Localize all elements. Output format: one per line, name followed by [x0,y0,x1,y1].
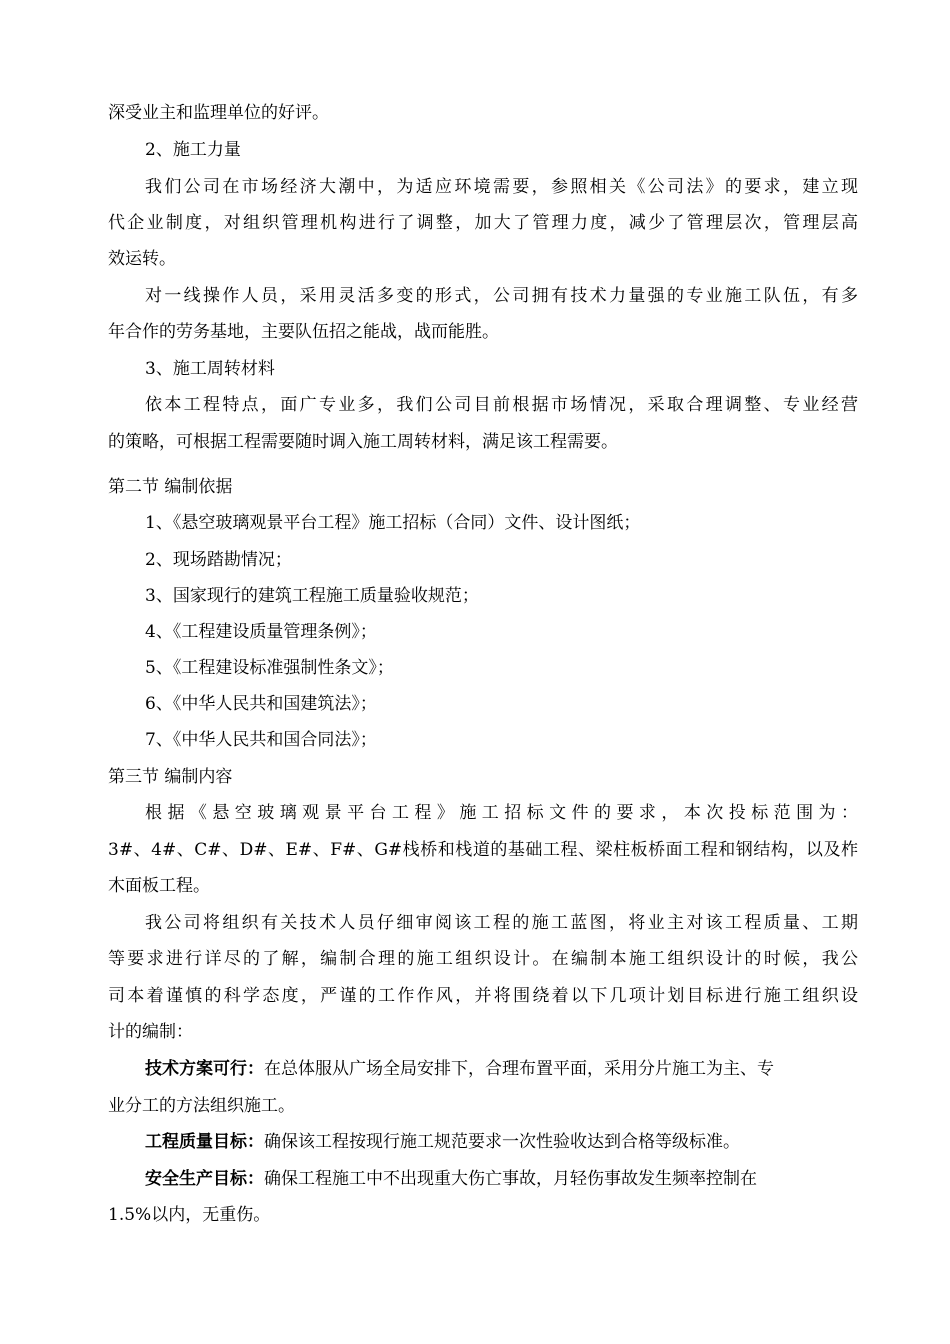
list-item: 4、《工程建设质量管理条例》； [145,622,377,642]
paragraph-line: 依本工程特点，面广专业多，我们公司目前根据市场情况，采取合理调整、专业经营 [145,395,858,415]
list-item: 6、《中华人民共和国建筑法》； [145,694,377,714]
goal-text: 确保该工程按现行施工规范要求一次性验收达到合格等级标准。 [264,1132,740,1152]
goal-line [145,1167,757,1191]
paragraph-line: 3#、4#、C#、D#、E#、F#、G#栈桥和栈道的基础工程、梁柱板桥面工程和钢结构，以及柞 [108,840,858,860]
paragraph-line: 深受业主和监理单位的好评。 [108,103,329,123]
paragraph-line: 1.5%以内，无重伤。 [108,1205,271,1225]
goal-label: 工程质量目标： [145,1132,264,1152]
goal-label: 安全生产目标： [145,1169,264,1189]
list-item: 5、《工程建设标准强制性条文》； [145,658,394,678]
paragraph-line: 的策略，可根据工程需要随时调入施工周转材料，满足该工程需要。 [108,432,618,452]
goal-text: 在总体服从广场全局安排下，合理布置平面，采用分片施工为主、专 [264,1059,774,1079]
list-item: 1、《悬空玻璃观景平台工程》施工招标（合同）文件、设计图纸； [145,513,641,533]
paragraph-line: 木面板工程。 [108,876,210,896]
section-title: 第二节 编制依据 [108,477,233,497]
paragraph-line: 计的编制： [108,1022,193,1042]
goal-line [145,1130,740,1154]
goal-line [145,1057,774,1081]
goal-text: 确保工程施工中不出现重大伤亡事故，月轻伤事故发生频率控制在 [264,1169,757,1189]
list-item: 3、国家现行的建筑工程施工质量验收规范； [145,586,479,606]
paragraph-line: 对一线操作人员，采用灵活多变的形式，公司拥有技术力量强的专业施工队伍，有多 [145,286,858,306]
goal-label: 技术方案可行： [145,1059,264,1079]
paragraph-line: 我公司将组织有关技术人员仔细审阅该工程的施工蓝图，将业主对该工程质量、工期 [145,913,858,933]
paragraph-line: 我们公司在市场经济大潮中，为适应环境需要，参照相关《公司法》的要求，建立现 [145,177,858,197]
subsection-heading: 3、施工周转材料 [145,359,275,379]
paragraph-line: 年合作的劳务基地，主要队伍招之能战，战而能胜。 [108,322,499,342]
paragraph-line: 效运转。 [108,249,176,269]
paragraph-line: 司本着谨慎的科学态度，严谨的工作作风，并将围绕着以下几项计划目标进行施工组织设 [108,986,858,1006]
paragraph-line: 代企业制度，对组织管理机构进行了调整，加大了管理力度，减少了管理层次，管理层高 [108,213,858,233]
paragraph-line: 业分工的方法组织施工。 [108,1096,295,1116]
paragraph-line: 根据《悬空玻璃观景平台工程》施工招标文件的要求，本次投标范围为： [145,803,858,823]
paragraph-line: 等要求进行详尽的了解，编制合理的施工组织设计。在编制本施工组织设计的时候，我公 [108,949,858,969]
list-item: 2、现场踏勘情况； [145,550,292,570]
section-title: 第三节 编制内容 [108,767,233,787]
list-item: 7、《中华人民共和国合同法》； [145,730,377,750]
subsection-heading: 2、施工力量 [145,140,241,160]
